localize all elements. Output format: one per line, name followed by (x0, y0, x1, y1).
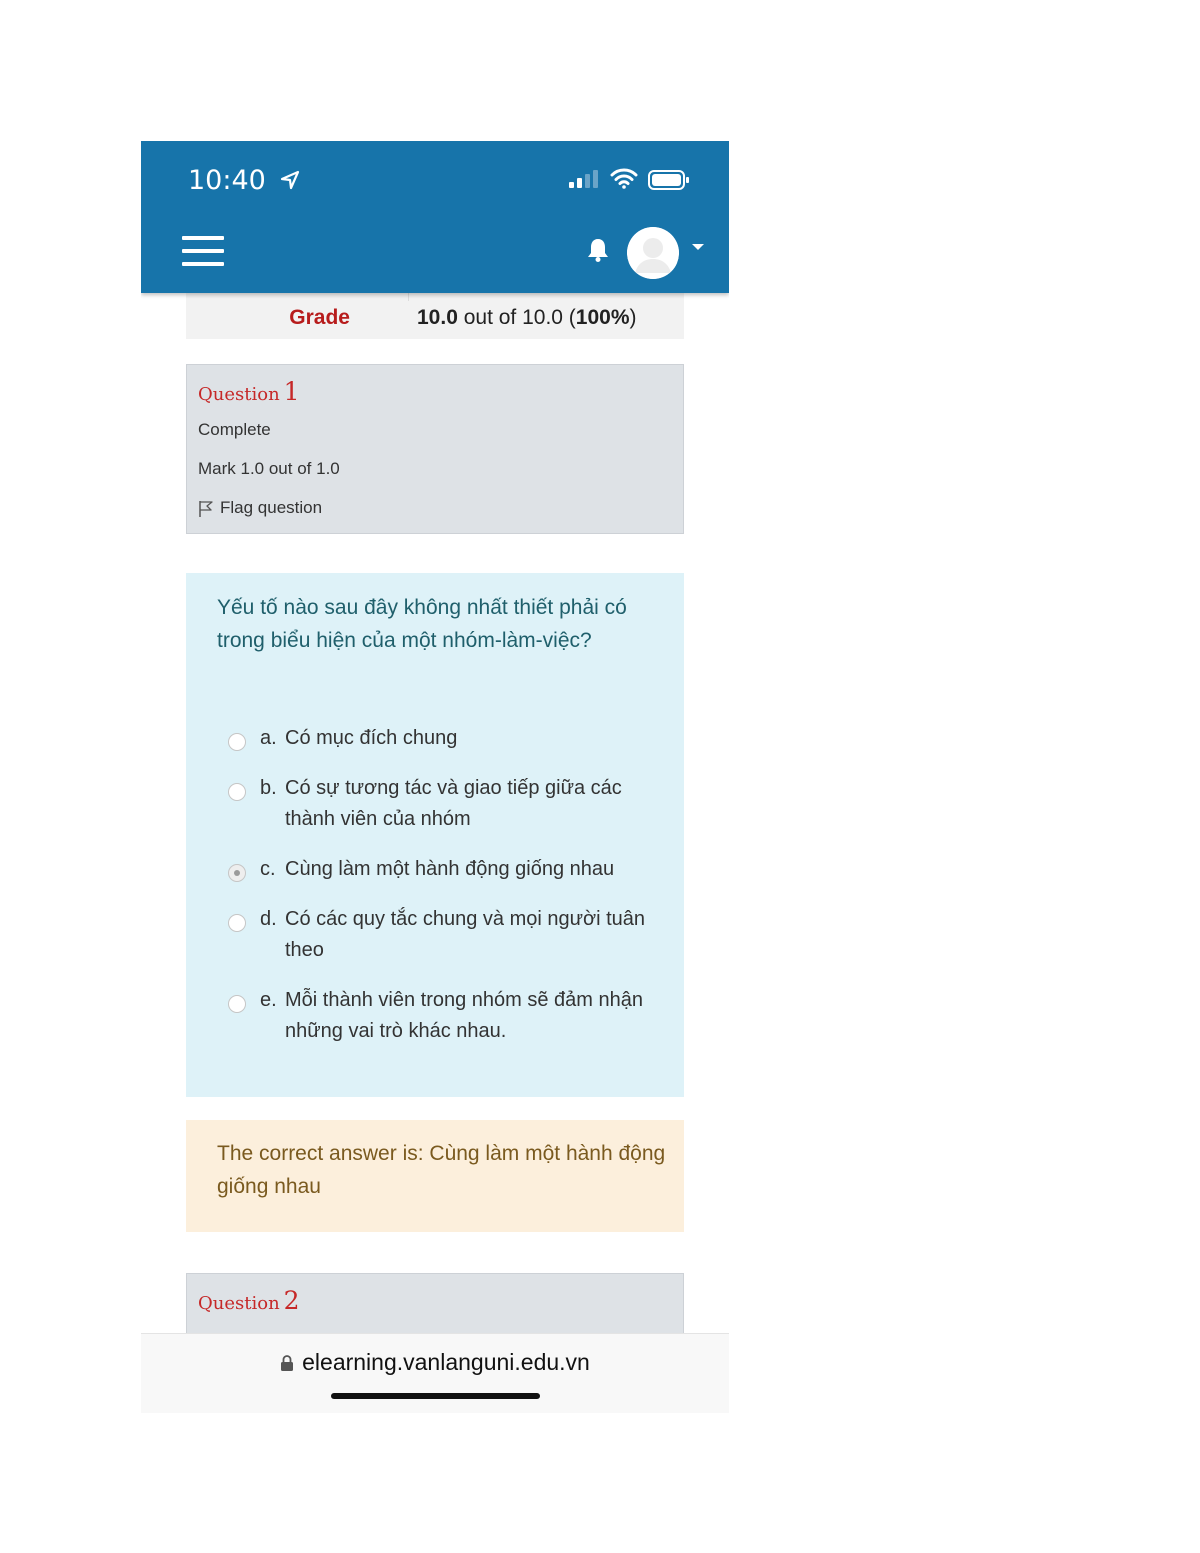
page-content (141, 141, 729, 1333)
radio-button[interactable] (228, 733, 246, 751)
answer-letter: d. (260, 908, 277, 930)
grade-value (417, 306, 637, 330)
radio-button[interactable] (228, 783, 246, 801)
question-state: Complete (198, 420, 271, 439)
question-prompt: Yếu tố nào sau đây không nhất thiết phải có trong biểu hiện của một nhóm-làm-việc? (217, 596, 627, 652)
grade-percent: 100% (575, 306, 630, 329)
question-mark: Mark 1.0 out of 1.0 (198, 459, 340, 478)
answer-text: Có sự tương tác và giao tiếp giữa các thành viên của nhóm (285, 777, 622, 830)
home-indicator[interactable] (331, 1393, 540, 1399)
answer-letter: b. (260, 777, 277, 799)
location-arrow-icon (280, 166, 300, 197)
correct-answer-feedback (186, 1120, 684, 1232)
grade-score: 10.0 (417, 306, 458, 329)
battery-icon (648, 170, 690, 195)
answer-option-a[interactable] (228, 723, 668, 754)
answer-option-c[interactable] (228, 854, 668, 885)
radio-button[interactable] (228, 995, 246, 1013)
cellular-signal-icon (569, 169, 601, 194)
answer-letter: a. (260, 727, 277, 749)
question-1-info (186, 364, 684, 534)
grade-label: Grade (289, 306, 350, 329)
flag-icon (198, 500, 214, 518)
grade-out-of: out of 10.0 ( (457, 306, 576, 329)
question-2-title (198, 1286, 300, 1315)
answer-text: Có các quy tắc chung và mọi người tuân theo (285, 908, 646, 961)
question-1-content (186, 573, 684, 1097)
answer-text: Cùng làm một hành động giống nhau (285, 858, 615, 880)
question-1-title (198, 377, 300, 406)
feedback-text: The correct answer is: Cùng làm một hành động giống nhau (217, 1142, 666, 1198)
bell-icon[interactable] (586, 237, 610, 268)
answer-option-b[interactable] (228, 773, 668, 835)
answer-letter: e. (260, 989, 277, 1011)
browser-address-bar[interactable] (141, 1333, 729, 1413)
flag-question-label: Flag question (220, 498, 323, 517)
status-time (188, 165, 300, 197)
question-label: Question (198, 384, 280, 405)
url-text: elearning.vanlanguni.edu.vn (302, 1349, 590, 1375)
menu-icon[interactable] (182, 236, 224, 268)
flag-question-link[interactable] (198, 498, 322, 518)
question-label: Question (198, 1293, 280, 1314)
answer-list (228, 723, 668, 1066)
answer-text: Có mục đích chung (285, 727, 458, 749)
question-number: 1 (283, 377, 300, 406)
chevron-down-icon[interactable] (692, 244, 704, 250)
radio-button[interactable] (228, 914, 246, 932)
phone-screen (141, 141, 729, 1413)
radio-button-selected[interactable] (228, 864, 246, 882)
question-2-info (186, 1273, 684, 1333)
answer-text: Mỗi thành viên trong nhóm sẽ đảm nhận những vai trò khác nhau. (285, 989, 643, 1042)
question-number: 2 (283, 1286, 300, 1315)
url-display[interactable] (141, 1349, 729, 1376)
answer-option-d[interactable] (228, 904, 668, 966)
lock-icon (280, 1354, 294, 1372)
answer-option-e[interactable] (228, 985, 668, 1047)
app-header (141, 141, 729, 293)
avatar[interactable] (627, 227, 679, 279)
wifi-icon (610, 167, 638, 194)
answer-letter: c. (260, 858, 276, 880)
status-time-text: 10:40 (188, 165, 266, 196)
grade-paren: ) (629, 306, 637, 329)
